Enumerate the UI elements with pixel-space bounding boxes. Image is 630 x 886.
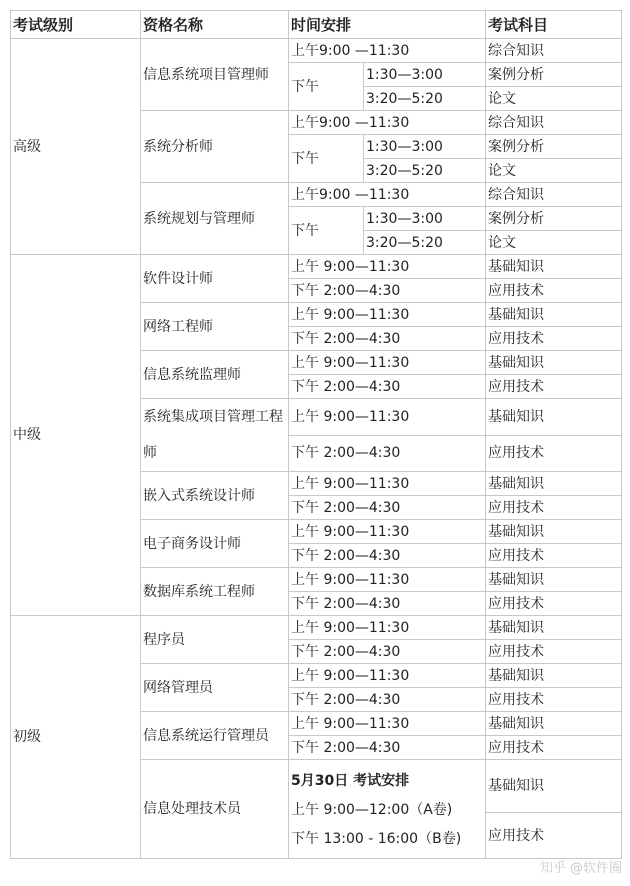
header-time: 时间安排 <box>289 11 486 39</box>
exam-info-block <box>289 760 486 859</box>
subject: 应用技术 <box>486 736 622 760</box>
time-pm: 下午 2:00—4:30 <box>289 375 486 399</box>
subject: 应用技术 <box>486 688 622 712</box>
time-pm-1: 1:30—3:00 <box>364 135 486 159</box>
time-pm-2: 3:20—5:20 <box>364 159 486 183</box>
subject: 应用技术 <box>486 813 622 859</box>
time-pm: 下午 13:00 - 16:00（B卷) <box>291 830 462 847</box>
time-am: 上午9:00 —11:30 <box>289 39 486 63</box>
time-am: 上午9:00 —11:30 <box>289 183 486 207</box>
qual-name: 嵌入式系统设计师 <box>141 472 289 520</box>
time-pm: 下午 2:00—4:30 <box>289 496 486 520</box>
level-senior: 高级 <box>11 39 141 255</box>
subject: 综合知识 <box>486 39 622 63</box>
time-pm-1: 1:30—3:00 <box>364 63 486 87</box>
subject: 基础知识 <box>486 255 622 279</box>
time-pm: 下午 2:00—4:30 <box>289 592 486 616</box>
header-subject: 考试科目 <box>486 11 622 39</box>
time-pm-2: 3:20—5:20 <box>364 231 486 255</box>
subject: 应用技术 <box>486 375 622 399</box>
time-pm-label: 下午 <box>289 63 364 111</box>
qual-name: 信息系统运行管理员 <box>141 712 289 760</box>
subject: 论文 <box>486 159 622 183</box>
qual-name: 信息系统项目管理师 <box>141 39 289 111</box>
time-am: 上午9:00 —11:30 <box>289 111 486 135</box>
qual-name: 系统分析师 <box>141 111 289 183</box>
subject: 应用技术 <box>486 640 622 664</box>
subject: 案例分析 <box>486 207 622 231</box>
header-level: 考试级别 <box>11 11 141 39</box>
time-am: 上午 9:00—11:30 <box>289 616 486 640</box>
subject: 基础知识 <box>486 568 622 592</box>
watermark: 知乎 @软件圈 <box>539 861 622 876</box>
time-pm-label: 下午 <box>289 135 364 183</box>
qual-name: 数据库系统工程师 <box>141 568 289 616</box>
time-am: 上午 9:00—11:30 <box>289 255 486 279</box>
level-mid: 中级 <box>11 255 141 616</box>
subject: 基础知识 <box>486 760 622 813</box>
time-pm: 下午 2:00—4:30 <box>289 640 486 664</box>
qual-name: 信息系统监理师 <box>141 351 289 399</box>
time-pm-label: 下午 <box>289 207 364 255</box>
time-am: 上午 9:00—11:30 <box>289 303 486 327</box>
subject: 案例分析 <box>486 135 622 159</box>
level-junior: 初级 <box>11 616 141 859</box>
subject: 应用技术 <box>486 327 622 351</box>
subject: 案例分析 <box>486 63 622 87</box>
time-am: 上午 9:00—11:30 <box>289 520 486 544</box>
exam-schedule-table <box>10 10 622 859</box>
qual-name: 网络工程师 <box>141 303 289 351</box>
time-am: 上午 9:00—12:00（A卷) <box>291 801 453 818</box>
qual-name: 系统集成项目管理工程师 <box>141 399 289 472</box>
qual-name: 系统规划与管理师 <box>141 183 289 255</box>
subject: 基础知识 <box>486 616 622 640</box>
time-pm: 下午 2:00—4:30 <box>289 736 486 760</box>
subject: 基础知识 <box>486 712 622 736</box>
subject: 综合知识 <box>486 183 622 207</box>
qual-name: 电子商务设计师 <box>141 520 289 568</box>
subject: 论文 <box>486 231 622 255</box>
subject: 基础知识 <box>486 520 622 544</box>
subject: 基础知识 <box>486 303 622 327</box>
header-qualification: 资格名称 <box>141 11 289 39</box>
qual-name: 软件设计师 <box>141 255 289 303</box>
time-pm-2: 3:20—5:20 <box>364 87 486 111</box>
subject: 应用技术 <box>486 592 622 616</box>
time-am: 上午 9:00—11:30 <box>289 399 486 436</box>
subject: 基础知识 <box>486 399 622 436</box>
subject: 应用技术 <box>486 435 622 472</box>
qual-name: 网络管理员 <box>141 664 289 712</box>
time-pm: 下午 2:00—4:30 <box>289 279 486 303</box>
subject: 应用技术 <box>486 279 622 303</box>
time-pm: 下午 2:00—4:30 <box>289 327 486 351</box>
subject: 基础知识 <box>486 472 622 496</box>
qual-name: 程序员 <box>141 616 289 664</box>
subject: 应用技术 <box>486 496 622 520</box>
time-pm: 下午 2:00—4:30 <box>289 435 486 472</box>
time-am: 上午 9:00—11:30 <box>289 568 486 592</box>
time-am: 上午 9:00—11:30 <box>289 664 486 688</box>
subject: 应用技术 <box>486 544 622 568</box>
time-am: 上午 9:00—11:30 <box>289 472 486 496</box>
exam-info-title: 5月30日 考试安排 <box>291 772 410 789</box>
qual-name: 信息处理技术员 <box>141 760 289 859</box>
time-pm: 下午 2:00—4:30 <box>289 688 486 712</box>
subject: 综合知识 <box>486 111 622 135</box>
subject: 论文 <box>486 87 622 111</box>
subject: 基础知识 <box>486 351 622 375</box>
subject: 基础知识 <box>486 664 622 688</box>
time-pm: 下午 2:00—4:30 <box>289 544 486 568</box>
time-pm-1: 1:30—3:00 <box>364 207 486 231</box>
time-am: 上午 9:00—11:30 <box>289 351 486 375</box>
time-am: 上午 9:00—11:30 <box>289 712 486 736</box>
